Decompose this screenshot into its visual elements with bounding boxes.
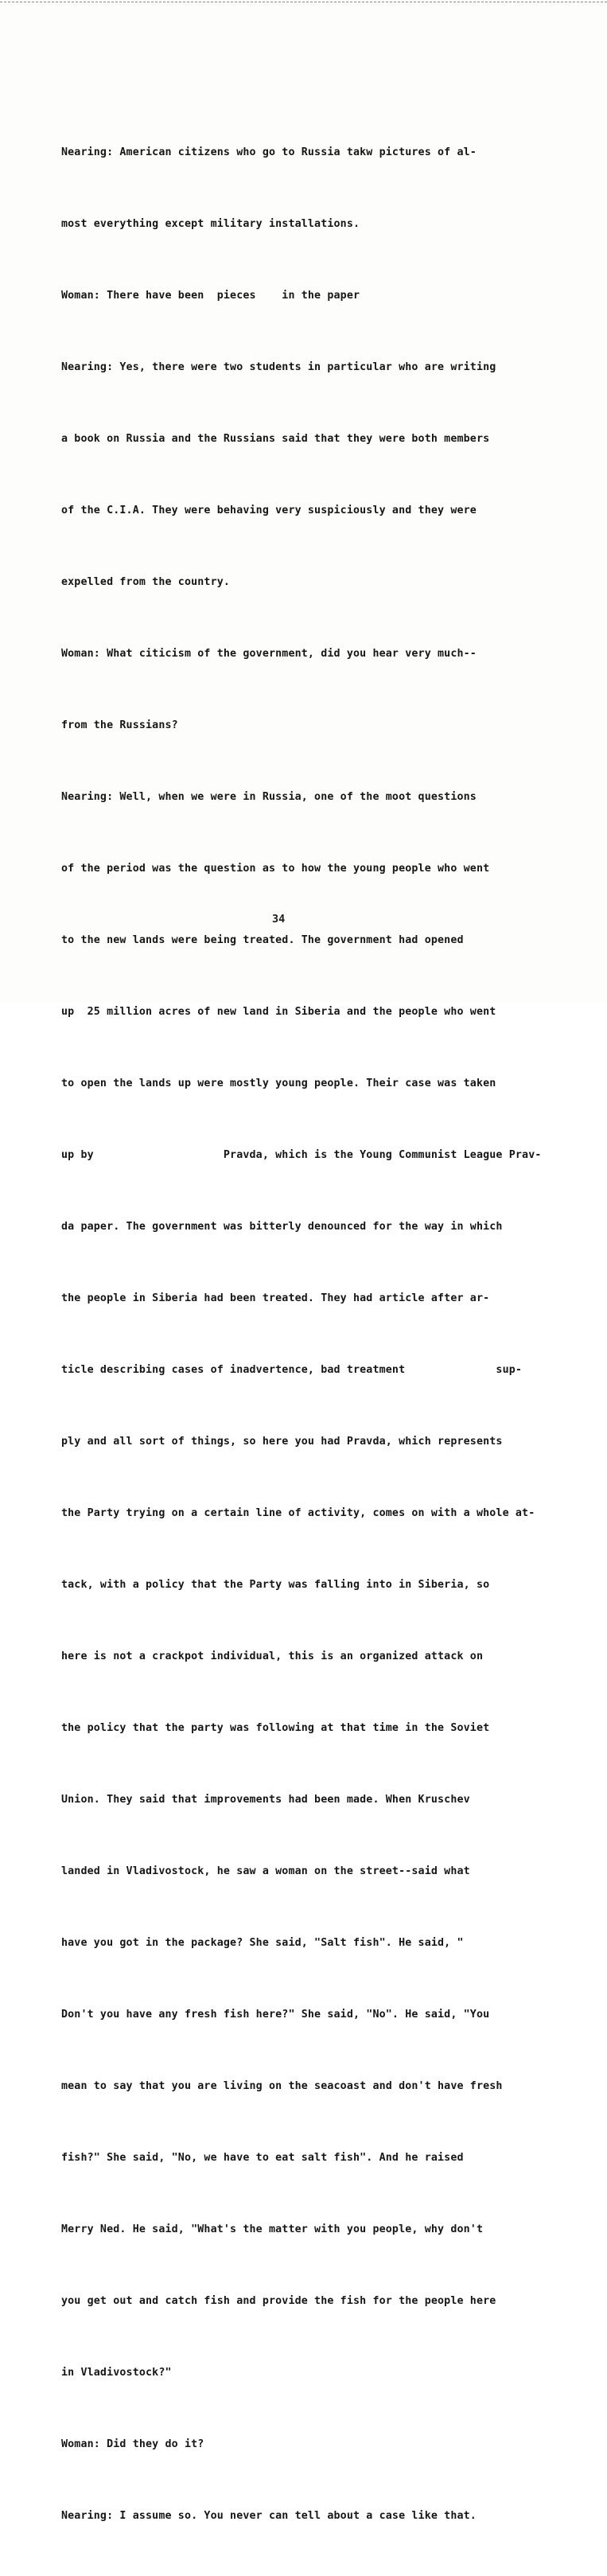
- transcript-line: here is not a crackpot individual, this is an organized attack on: [61, 1650, 484, 1662]
- transcript-line: da paper. The government was bitterly denounced for the way in which: [61, 1221, 503, 1233]
- transcript-line: Don't you have any fresh fish here?" She said, "No". He said, "You: [61, 2009, 490, 2021]
- transcript-line: up 25 million acres of new land in Siberia and the people who went: [61, 1006, 496, 1018]
- transcript-line: landed in Vladivostock, he saw a woman on the street--said what: [61, 1865, 470, 1877]
- transcript-line: expelled from the country.: [61, 576, 231, 588]
- transcript-line: to open the lands up were mostly young people. Their case was taken: [61, 1078, 496, 1089]
- transcript-line: most everything except military installations.: [61, 218, 360, 230]
- transcript-line: to the new lands were being treated. The government had opened: [61, 934, 464, 946]
- transcript-line: the policy that the party was following at that time in the Soviet: [61, 1722, 490, 1734]
- transcript-line: Woman: There have been pieces in the paper: [61, 290, 360, 302]
- page-number: 34: [272, 913, 286, 926]
- transcript-line: a book on Russia and the Russians said that they were both members: [61, 433, 490, 445]
- transcript-line: the people in Siberia had been treated. They had article after ar-: [61, 1292, 490, 1304]
- transcript-body: [61, 93, 602, 2576]
- transcript-line: Woman: Did they do it?: [61, 2438, 204, 2450]
- transcript-line: from the Russians?: [61, 719, 178, 731]
- transcript-line: Nearing: American citizens who go to Russia takw pictures of al-: [61, 146, 477, 158]
- transcript-line: have you got in the package? She said, "Salt fish". He said, ": [61, 1937, 464, 1949]
- transcript-line: of the C.I.A. They were behaving very suspiciously and they were: [61, 505, 477, 516]
- transcript-line: in Vladivostock?": [61, 2367, 172, 2379]
- transcript-line: tack, with a policy that the Party was falling into in Siberia, so: [61, 1579, 490, 1591]
- transcript-line: Union. They said that improvements had been made. When Kruschev: [61, 1794, 470, 1806]
- transcript-line: up by Pravda, which is the Young Communist League Prav-: [61, 1149, 542, 1161]
- transcript-line: ticle describing cases of inadvertence, bad treatment sup-: [61, 1364, 523, 1376]
- transcript-line: the Party trying on a certain line of activity, comes on with a whole at-: [61, 1507, 535, 1519]
- transcript-line: Woman: What citicism of the government, did you hear very much--: [61, 648, 477, 660]
- transcript-line: Merry Ned. He said, "What's the matter with you people, why don't: [61, 2223, 484, 2235]
- transcript-line: Nearing: I assume so. You never can tell about a case like that.: [61, 2510, 477, 2522]
- transcript-line: of the period was the question as to how the young people who went: [61, 863, 490, 875]
- transcript-line: fish?" She said, "No, we have to eat salt fish". And he raised: [61, 2152, 464, 2164]
- transcript-line: you get out and catch fish and provide the fish for the people here: [61, 2295, 496, 2307]
- transcript-line: Nearing: Yes, there were two students in particular who are writing: [61, 361, 496, 373]
- transcript-line: mean to say that you are living on the seacoast and don't have fresh: [61, 2080, 503, 2092]
- transcript-line: ply and all sort of things, so here you had Pravda, which represents: [61, 1436, 503, 1448]
- transcript-line: Nearing: Well, when we were in Russia, one of the moot questions: [61, 791, 477, 803]
